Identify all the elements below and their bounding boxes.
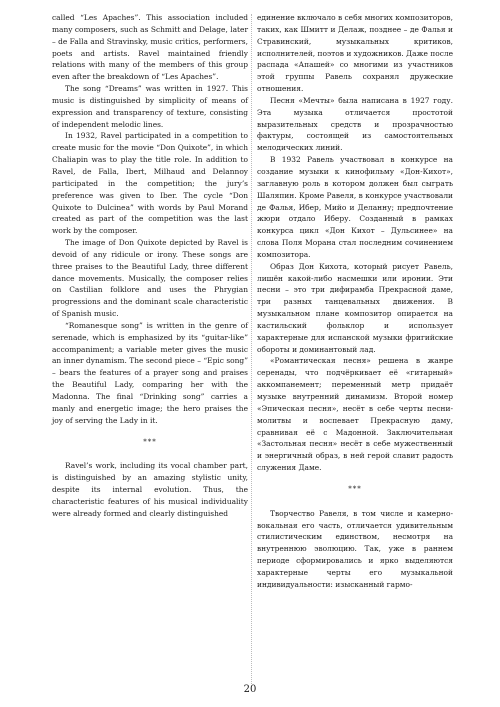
page-number: 20	[243, 684, 257, 695]
paragraph-don-quixote-image: The image of Don Quixote depicted by Ravel is devoid of any ridicule or irony. These songs are three praises to the Beautiful Lady, three different dance movements. Musically, the composer relies on Castilian folklore and uses the Phrygian progressions and the dominant scale characteristic of Spanish music.	[52, 238, 248, 319]
english-column	[52, 12, 248, 520]
paragraph-romanticheskaya-pesnya: «Романтическая песня» решена в жанре серенады, что подчёркивает её «гитарный» аккомпанемент; переменный метр придаёт музыке внутренний динамизм. Второй номер «Эпическая песня», несёт в себе черты песни-молитвы и воспевает Прекрасную даму, сравнивая её с Мадонной. Заключительная «Застольная песня» несёт в себе мужественный и энергичный образ, в ней герой славит радость служения Даме.	[257, 356, 453, 473]
paragraph-tvorchestvo: Творчество Равеля, в том числе и камерно-вокальная его часть, отличается удивительным стилистическим единством, несмотря на внутреннюю эволюцию. Так, уже в раннем периоде сформировались и ярко выделяются характерные черты его музыкальной индивидуальности: изысканный гармо-	[257, 508, 453, 589]
section-separator: ***	[348, 484, 362, 493]
russian-column	[257, 12, 453, 591]
paragraph-dreams: The song “Dreams” was written in 1927. This music is distinguished by simplicity of means of expression and transparency of texture, consisting of independent melodic lines.	[52, 84, 248, 129]
section-separator: ***	[143, 437, 157, 446]
paragraph-les-apaches: called “Les Apaches”. This association included many composers, such as Schmitt and Delage, later – de Falla and Stravinsky, music critics, performers, poets and artists. Ravel maintained friendly relations with many of the members of this group even after the breakdown of “Les Apaches”.	[52, 13, 248, 82]
column-divider	[251, 14, 253, 684]
paragraph-stylistic-unity: Ravel’s work, including its vocal chamber part, is distinguished by an amazing stylistic unity, despite its internal evolution. Thus, the characteristic features of his musical individuality were already formed and clearly distinguished	[52, 461, 248, 518]
paragraph-competition: In 1932, Ravel participated in a competition to create music for the movie “Don Quixote”, in which Chaliapin was to play the title role. In addition to Ravel, de Falla, Ibert, Milhaud and Delannoy participated in the competition; the jury’s preference was given to Iber. The cycle “Don Quixote to Dulcinea” with words by Paul Morand created as part of the competition was the last work by the composer.	[52, 131, 248, 236]
paragraph-konkurs: В 1932 Равель участвовал в конкурсе на создание музыки к кинофильму «Дон-Кихот», заглавную роль в котором должен был сыграть Шаляпин. Кроме Равеля, в конкурсе участвовали де Фалья, Ибер, Мийо и Деланну; предпочтение жюри отдало Иберу. Созданный в рамках конкурса цикл «Дон Кихот – Дульсинее» на слова Поля Морана стал последним сочинением композитора.	[257, 155, 453, 259]
paragraph-don-kikhot-obraz: Образ Дон Кихота, который рисует Равель, лишён какой-либо насмешки или иронии. Эти песни – это три дифирамба Прекрасной даме, три разных танцевальных движения. В музыкальном плане композитор опирается на кастильский фольклор и использует характерные для испанской музыки фригийские обороты и доминантовый лад.	[257, 261, 453, 354]
paragraph-mechty: Песня «Мечты» была написана в 1927 году. Эта музыка отличается простотой выразительных средств и прозрачностью фактуры, состоящей из самостоятельных мелодических линий.	[257, 95, 453, 153]
paragraph-romanesque-song: “Romanesque song” is written in the genre of serenade, which is emphasized by its “guitar-like” accompaniment; a variable meter gives the music an inner dynamism. The second piece – “Epic song” – bears the features of a prayer song and praises the Beautiful Lady, comparing her with the Madonna. The final “Drinking song” carries a manly and energetic image; the hero praises the joy of serving the Lady in it.	[52, 320, 248, 425]
paragraph-apashi: единение включало в себя многих композиторов, таких, как Шмитт и Делаж, позднее – де Фалья и Стравинский, музыкальных критиков, исполнителей, поэтов и художников. Даже после распада «Апашей» со многими из участников этой группы Равель сохранял дружеские отношения.	[257, 13, 453, 94]
